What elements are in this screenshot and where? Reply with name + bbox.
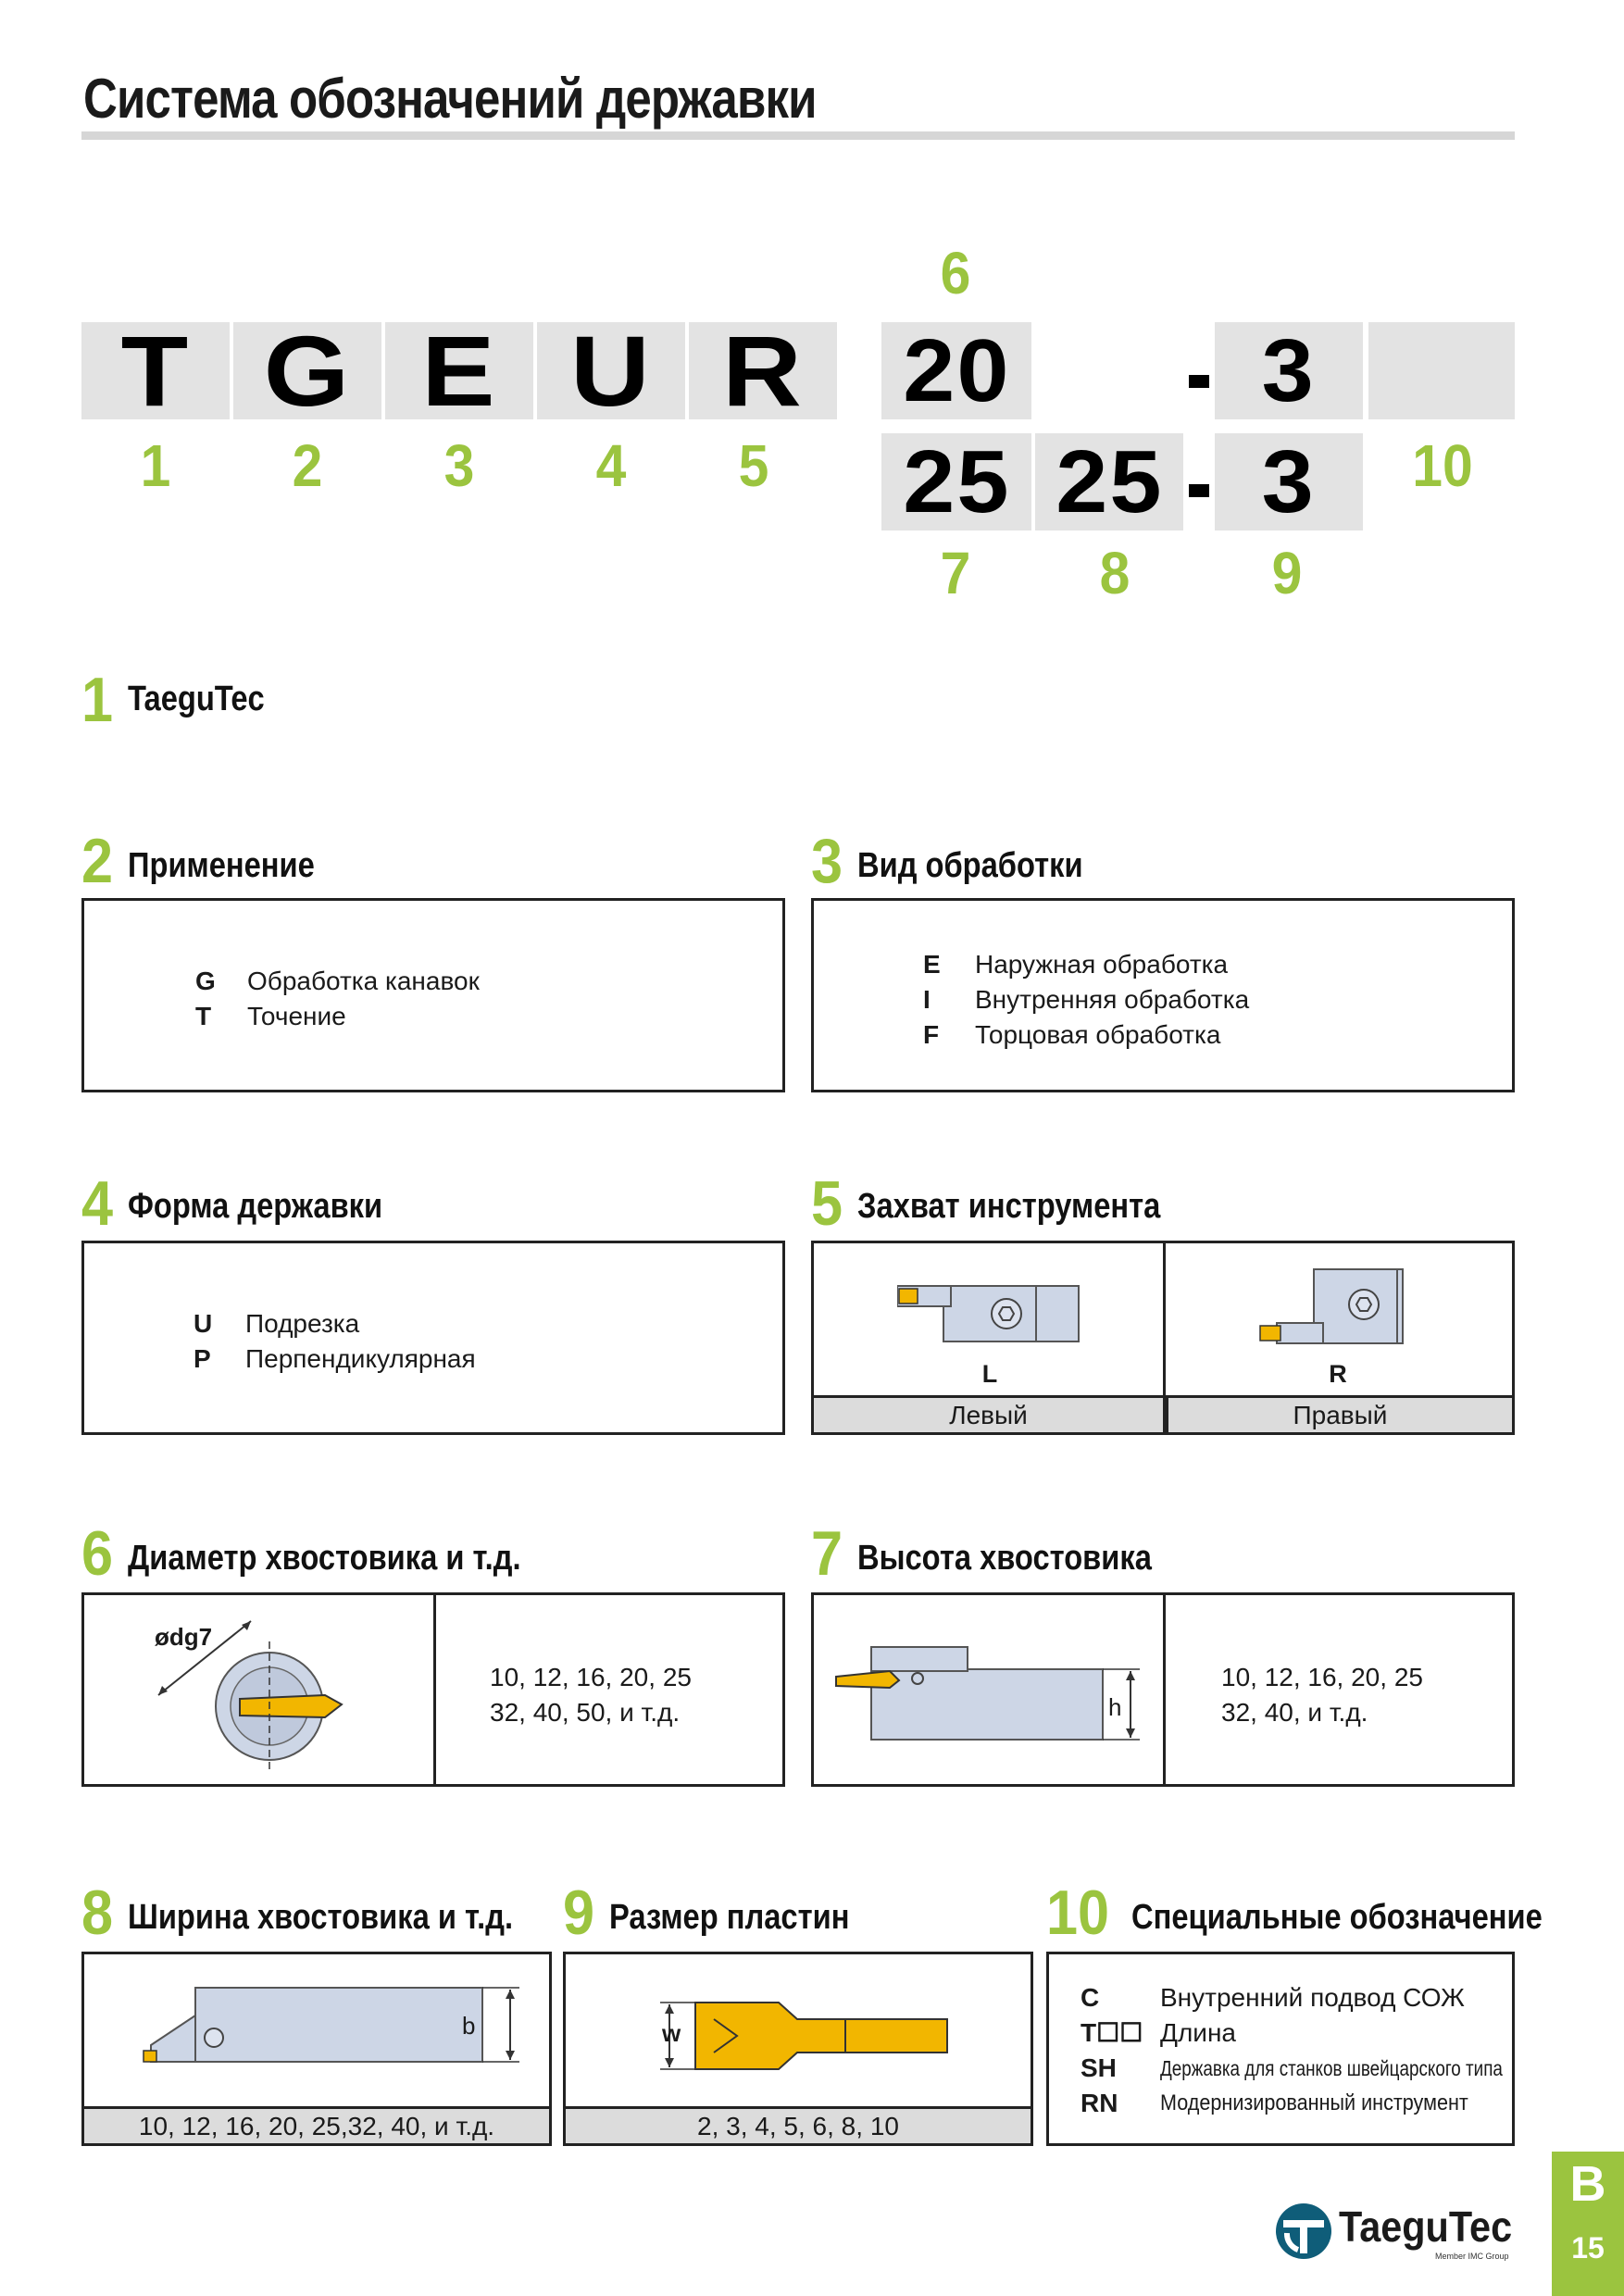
code-dash-2: [1189, 484, 1209, 497]
section-9-title: Размер пластин: [609, 1898, 850, 1937]
list-item: T Точение: [195, 1002, 346, 1030]
position-number-9: 9: [1271, 540, 1303, 606]
section-8-box: [81, 1952, 552, 2146]
code-letter-2: G: [233, 322, 381, 419]
height-label: h: [1108, 1693, 1122, 1721]
list-item: G Обработка канавок: [195, 967, 480, 995]
position-number-1: 1: [140, 432, 171, 499]
code-size-row1: 3: [1215, 322, 1363, 419]
section-4-number: 4: [81, 1168, 114, 1239]
code-letter-5: R: [689, 322, 837, 419]
section-4-box: [81, 1241, 785, 1435]
value-line: 10, 12, 16, 20, 25: [1221, 1663, 1423, 1691]
list-item: U Подрезка: [194, 1309, 360, 1338]
column-divider: [433, 1595, 436, 1784]
column-divider: [1163, 1595, 1166, 1784]
position-number-8: 8: [1099, 540, 1131, 606]
code-letter-4: U: [537, 322, 685, 419]
section-2-box: [81, 898, 785, 1092]
right-letter: R: [1329, 1360, 1347, 1388]
section-3-box: [811, 898, 1515, 1092]
value-line: 32, 40, и т.д.: [1221, 1698, 1368, 1727]
list-item: I Внутренняя обработка: [923, 985, 1250, 1014]
left-hand-holder-diagram: [897, 1262, 1082, 1364]
right-caption: Правый: [1166, 1395, 1512, 1432]
section-6-number: 6: [81, 1518, 114, 1589]
list-item: P Перпендикулярная: [194, 1344, 476, 1373]
section-10-title: Специальные обозначение: [1131, 1898, 1543, 1937]
left-letter: L: [981, 1360, 998, 1388]
insert-size-values: 2, 3, 4, 5, 6, 8, 10: [566, 2106, 1031, 2143]
right-hand-holder-diagram: [1249, 1262, 1434, 1364]
list-item: F Торцовая обработка: [923, 1020, 1221, 1049]
special-designation-list: [1081, 1980, 1578, 2121]
section-3-title: Вид обработки: [857, 846, 1083, 885]
position-number-6: 6: [940, 240, 971, 306]
list-item: E Наружная обработка: [923, 950, 1229, 979]
application-list: [195, 964, 480, 1034]
section-3-number: 3: [811, 826, 843, 896]
section-5-number: 5: [811, 1168, 843, 1239]
section-8-title: Ширина хвостовика и т.д.: [128, 1898, 514, 1937]
shank-height-values: [1221, 1660, 1423, 1730]
insert-size-diagram: [649, 1991, 964, 2084]
section-9-box: [563, 1952, 1033, 2146]
section-6-box: [81, 1592, 785, 1787]
code-letter-3: E: [385, 322, 533, 419]
list-item: T☐☐ Длина: [1081, 2018, 1236, 2047]
section-2-title: Применение: [128, 846, 315, 885]
left-caption: Левый: [814, 1395, 1163, 1432]
section-1-number: 1: [81, 665, 114, 735]
section-4-title: Форма державки: [128, 1187, 383, 1226]
section-2-number: 2: [81, 826, 114, 896]
code-height: 25: [881, 433, 1031, 530]
section-tab: [1552, 2152, 1624, 2296]
position-number-2: 2: [292, 432, 323, 499]
logo-text: TaeguTec: [1339, 2202, 1513, 2251]
position-number-10: 10: [1412, 432, 1473, 499]
section-7-title: Высота хвостовика: [857, 1539, 1152, 1578]
list-item: SH Державка для станков швейцарского типа: [1081, 2053, 1503, 2082]
section-8-number: 8: [81, 1878, 114, 1948]
section-1-title: TaeguTec: [128, 680, 265, 718]
logo-subtext: Member IMC Group: [1435, 2252, 1509, 2261]
section-5-title: Захват инструмента: [857, 1187, 1161, 1226]
code-width: 25: [1035, 433, 1183, 530]
section-6-title: Диаметр хвостовика и т.д.: [128, 1539, 521, 1578]
shank-height-diagram: [834, 1632, 1149, 1771]
section-10-box: [1046, 1952, 1515, 2146]
holder-shape-list: [194, 1306, 476, 1377]
page-title: Система обозначений державки: [83, 68, 817, 130]
section-10-number: 10: [1046, 1878, 1110, 1948]
list-item: C Внутренний подвод СОЖ: [1081, 1983, 1465, 2012]
machining-type-list: [923, 947, 1249, 1053]
code-dash-1: [1189, 375, 1209, 388]
code-size-row2: 3: [1215, 433, 1363, 530]
width-label: b: [462, 2012, 476, 2040]
taegutec-logo: [1274, 2198, 1543, 2266]
code-special-blank: [1368, 322, 1515, 419]
position-number-7: 7: [940, 540, 971, 606]
insert-width-label: w: [662, 2019, 681, 2047]
position-number-5: 5: [738, 432, 769, 499]
code-diameter: 20: [881, 322, 1031, 419]
section-9-number: 9: [563, 1878, 595, 1948]
position-number-4: 4: [595, 432, 627, 499]
section-5-box: [811, 1241, 1515, 1435]
section-7-number: 7: [811, 1518, 843, 1589]
shank-diameter-values: [490, 1660, 692, 1730]
section-7-box: [811, 1592, 1515, 1787]
position-number-3: 3: [443, 432, 475, 499]
logo-emblem-icon: [1274, 2202, 1333, 2261]
list-item: RN Модернизированный инструмент: [1081, 2089, 1468, 2117]
page-number: 15: [1571, 2231, 1605, 2265]
title-rule: [81, 131, 1515, 140]
shank-width-values: 10, 12, 16, 20, 25,32, 40, и т.д.: [84, 2106, 549, 2143]
section-tab-letter: B: [1569, 2156, 1606, 2212]
diameter-label: ødg7: [155, 1623, 213, 1651]
value-line: 10, 12, 16, 20, 25: [490, 1663, 692, 1691]
code-letter-1: T: [81, 322, 230, 419]
value-line: 32, 40, 50, и т.д.: [490, 1698, 681, 1727]
